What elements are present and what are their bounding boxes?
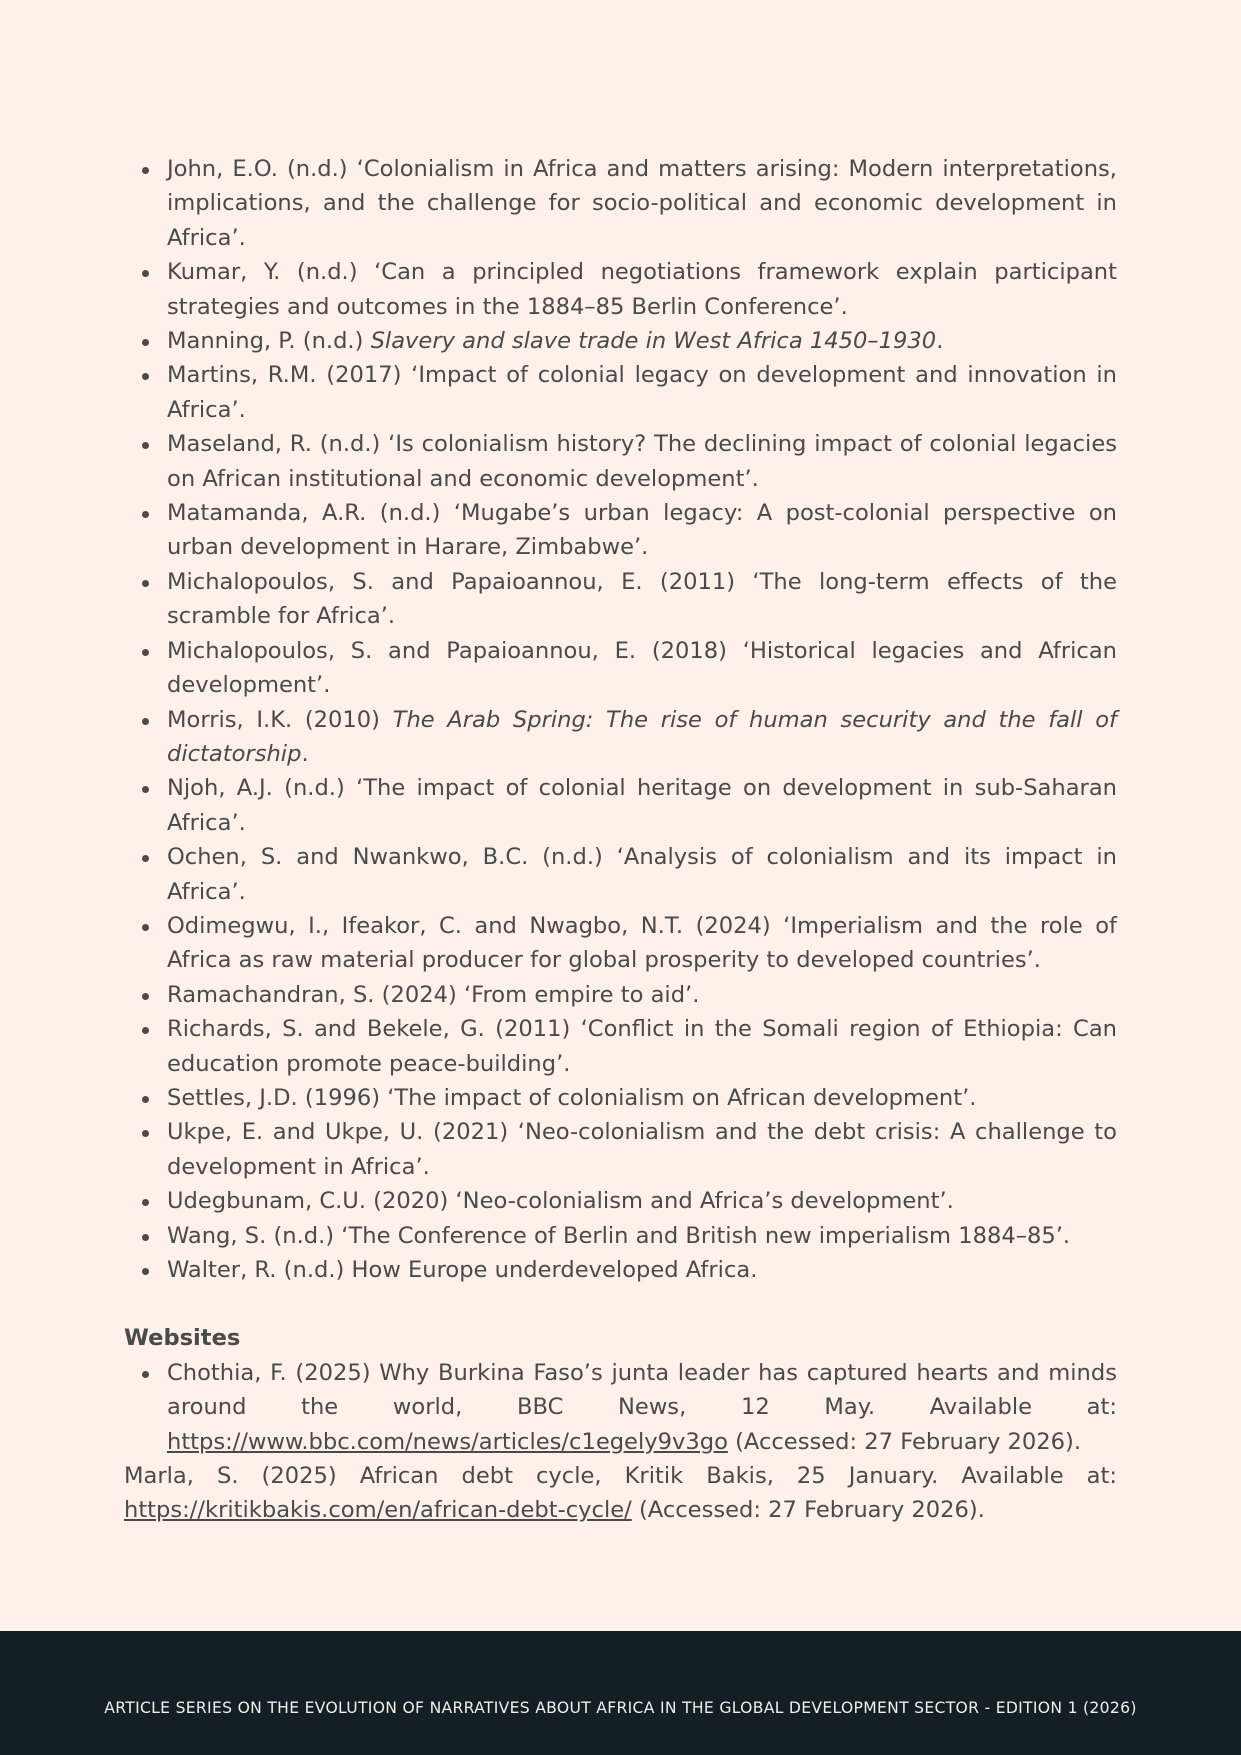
website-item: Chothia, F. (2025) Why Burkina Faso’s junta leader has captured hearts and minds around the world, BBC News, 12 May. Available at: https://www.bbc.com/news/articles/c1egely9v3go (Accessed: 27 February 2026). — [124, 1356, 1117, 1459]
reference-item: Ukpe, E. and Ukpe, U. (2021) ‘Neo-colonialism and the debt crisis: A challenge to development in Africa’. — [124, 1115, 1117, 1184]
reference-item: Michalopoulos, S. and Papaioannou, E. (2011) ‘The long-term effects of the scramble for Africa’. — [124, 565, 1117, 634]
reference-item: John, E.O. (n.d.) ‘Colonialism in Africa and matters arising: Modern interpretations, implications, and the challenge for socio-political and economic development in Africa’. — [124, 152, 1117, 255]
reference-item: Odimegwu, I., Ifeakor, C. and Nwagbo, N.T. (2024) ‘Imperialism and the role of Africa as raw material producer for global prosperity to developed countries’. — [124, 909, 1117, 978]
reference-item: Richards, S. and Bekele, G. (2011) ‘Conflict in the Somali region of Ethiopia: Can education promote peace-building’. — [124, 1012, 1117, 1081]
reference-title: Slavery and slave trade in West Africa 1450–1930 — [370, 328, 937, 355]
kritikbakis-link[interactable]: https://kritikbakis.com/en/african-debt-cycle/ — [124, 1497, 632, 1524]
reference-item: Kumar, Y. (n.d.) ‘Can a principled negotiations framework explain participant strategies and outcomes in the 1884–85 Berlin Conference’. — [124, 255, 1117, 324]
reference-item: Matamanda, A.R. (n.d.) ‘Mugabe’s urban legacy: A post-colonial perspective on urban development in Harare, Zimbabwe’. — [124, 496, 1117, 565]
document-body — [124, 152, 1117, 1528]
reference-item: Settles, J.D. (1996) ‘The impact of colonialism on African development’. — [124, 1081, 1117, 1115]
reference-item: Manning, P. (n.d.) Slavery and slave trade in West Africa 1450–1930. — [124, 324, 1117, 358]
reference-item: Udegbunam, C.U. (2020) ‘Neo-colonialism and Africa’s development’. — [124, 1184, 1117, 1218]
website-entry: Marla, S. (2025) African debt cycle, Kritik Bakis, 25 January. Available at: https://kritikbakis.com/en/african-debt-cycle/ (Accessed: 27 February 2026). — [124, 1463, 1117, 1524]
reference-item: Martins, R.M. (2017) ‘Impact of colonial legacy on development and innovation in Africa’. — [124, 358, 1117, 427]
website-list — [124, 1356, 1117, 1459]
reference-item: Walter, R. (n.d.) How Europe underdeveloped Africa. — [124, 1253, 1117, 1287]
footer-series-title: ARTICLE SERIES ON THE EVOLUTION OF NARRATIVES ABOUT AFRICA IN THE GLOBAL DEVELOPMENT SECTOR - EDITION 1 (2026) — [104, 1699, 1137, 1717]
reference-item: Wang, S. (n.d.) ‘The Conference of Berlin and British new imperialism 1884–85’. — [124, 1219, 1117, 1253]
reference-list — [124, 152, 1117, 1287]
reference-item: Maseland, R. (n.d.) ‘Is colonialism history? The declining impact of colonial legacies on African institutional and economic development’. — [124, 427, 1117, 496]
reference-item: Njoh, A.J. (n.d.) ‘The impact of colonial heritage on development in sub-Saharan Africa’. — [124, 771, 1117, 840]
bbc-article-link[interactable]: https://www.bbc.com/news/articles/c1egely9v3go — [167, 1428, 728, 1455]
page-footer — [0, 1631, 1241, 1755]
reference-title: The Arab Spring: The rise of human security and the fall of dictatorship — [167, 706, 1117, 767]
reference-item: Ochen, S. and Nwankwo, B.C. (n.d.) ‘Analysis of colonialism and its impact in Africa’. — [124, 840, 1117, 909]
reference-item: Michalopoulos, S. and Papaioannou, E. (2018) ‘Historical legacies and African development’. — [124, 634, 1117, 703]
reference-item: Ramachandran, S. (2024) ‘From empire to aid’. — [124, 978, 1117, 1012]
reference-item: Morris, I.K. (2010) The Arab Spring: The rise of human security and the fall of dictatorship. — [124, 703, 1117, 772]
websites-heading: Websites — [124, 1325, 241, 1352]
